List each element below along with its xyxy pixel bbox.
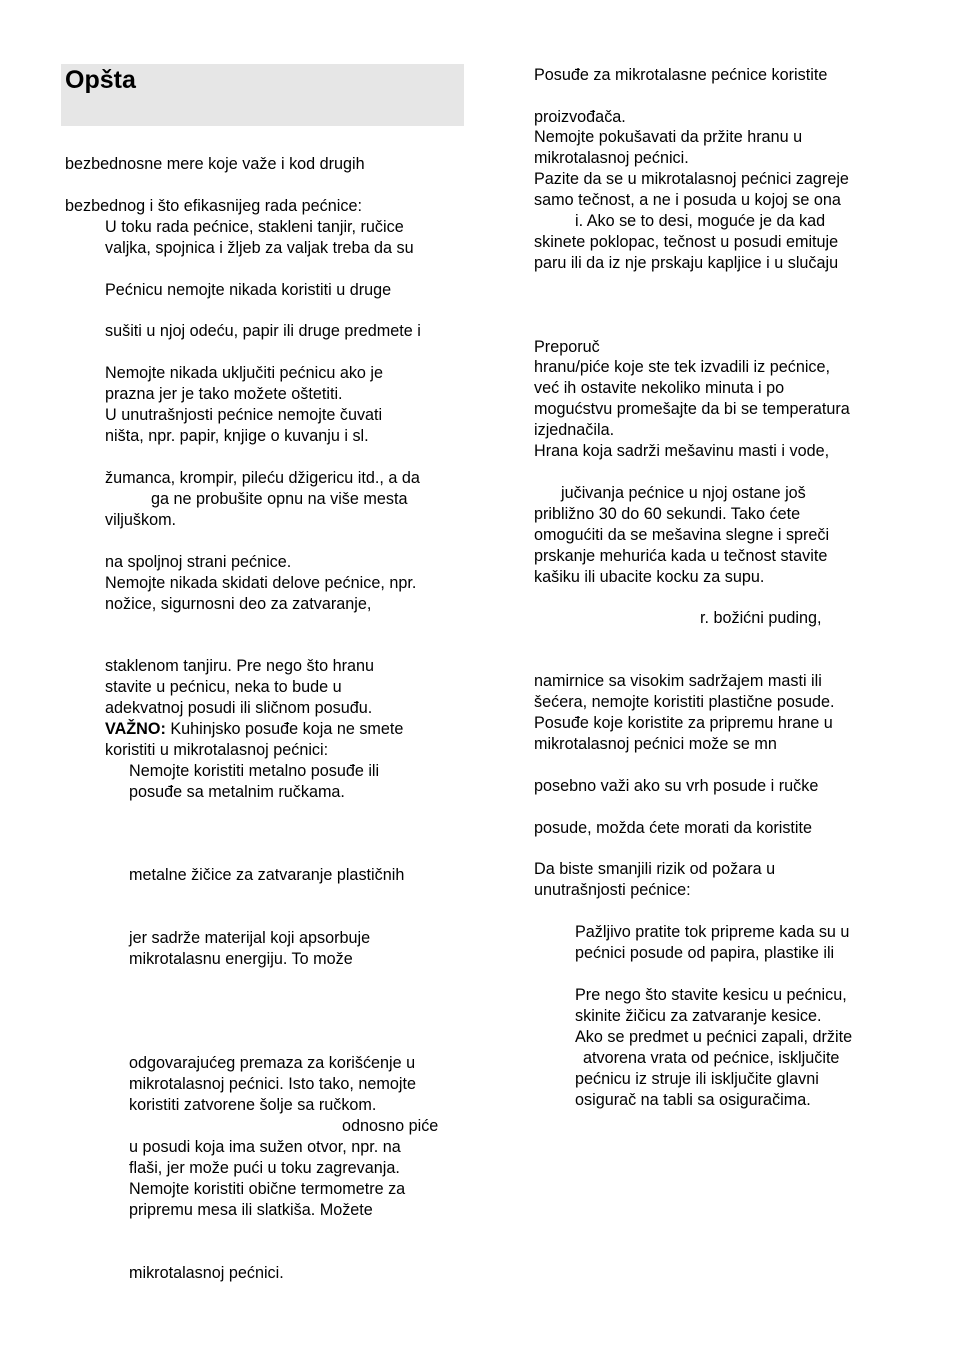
text-line: flaši, jer može pući u toku zagrevanja. bbox=[129, 1159, 400, 1177]
text-line: samo tečnost, a ne i posuda u kojoj se ona bbox=[534, 191, 841, 209]
text-line: pripremu mesa ili slatkiša. Možete bbox=[129, 1201, 373, 1219]
text-line: na spoljnoj strani pećnice. bbox=[105, 553, 292, 571]
text-line: paru ili da iz nje prskaju kapljice i u slučaju bbox=[534, 254, 839, 272]
text-line: već ih ostavite nekoliko minuta i po bbox=[534, 379, 785, 397]
text-line: stavite u pećnicu, neka to bude u bbox=[105, 678, 342, 696]
text-line: Posuđe koje koristite za pripremu hrane u bbox=[534, 714, 833, 732]
text-line: staklenom tanjiru. Pre nego što hranu bbox=[105, 657, 375, 675]
important-note-line bbox=[105, 719, 403, 740]
text-line: hranu/piće koje ste tek izvadili iz pećnice, bbox=[534, 358, 831, 376]
text-line: Pećnicu nemojte nikada koristiti u druge bbox=[105, 281, 392, 299]
text-line: Pre nego što stavite kesicu u pećnicu, bbox=[575, 986, 847, 1004]
text-line: adekvatnoj posudi ili sličnom posuđu. bbox=[105, 699, 373, 717]
text-line: Nemojte koristiti obične termometre za bbox=[129, 1180, 406, 1198]
text-line: nožice, sigurnosni deo za zatvaranje, bbox=[105, 595, 372, 613]
text-line: mogućstvu promešajte da bi se temperatura bbox=[534, 400, 850, 418]
text-line: posuđe sa metalnim ručkama. bbox=[129, 783, 345, 801]
text-line: ništa, npr. papir, knjige o kuvanju i sl. bbox=[105, 427, 369, 445]
text-line: U unutrašnjosti pećnice nemojte čuvati bbox=[105, 406, 383, 424]
text-line: valjka, spojnica i žljeb za valjak treba da su bbox=[105, 239, 414, 257]
text-line: Da biste smanjili rizik od požara u bbox=[534, 860, 776, 878]
text-line: Ako se predmet u pećnici zapali, držite bbox=[575, 1028, 853, 1046]
text-line: Nemojte koristiti metalno posuđe ili bbox=[129, 762, 380, 780]
text-line: odgovarajućeg premaza za korišćenje u bbox=[129, 1054, 416, 1072]
text-line: prskanje mehurića kada u tečnost stavite bbox=[534, 547, 828, 565]
text-line: skinete poklopac, tečnost u posudi emituje bbox=[534, 233, 839, 251]
text-line: Preporuč bbox=[534, 338, 600, 356]
text-line: skinite žičicu za zatvaranje kesice. bbox=[575, 1007, 822, 1025]
text-line: kašiku ili ubacite kocku za supu. bbox=[534, 568, 765, 586]
text-line: mikrotalasnu energiju. To može bbox=[129, 950, 353, 968]
text-line: Nemojte nikada uključiti pećnicu ako je bbox=[105, 364, 384, 382]
text-line: Nemojte pokušavati da pržite hranu u bbox=[534, 128, 803, 146]
text-line: Hrana koja sadrži mešavinu masti i vode, bbox=[534, 442, 830, 460]
text-line: prazna jer je tako možete oštetiti. bbox=[105, 385, 343, 403]
text-line: omogućiti da se mešavina slegne i spreči bbox=[534, 526, 830, 544]
text-line: pećnicu iz struje ili isključite glavni bbox=[575, 1070, 819, 1088]
text-line: proizvođača. bbox=[534, 108, 626, 126]
text-line: Nemojte nikada skidati delove pećnice, npr. bbox=[105, 574, 417, 592]
text-line: bezbednosne mere koje važe i kod drugih bbox=[65, 155, 365, 173]
text-line: osigurač na tabli sa osiguračima. bbox=[575, 1091, 811, 1109]
section-title: Opšta bbox=[65, 66, 136, 94]
text-line: posude, možda ćete morati da koristite bbox=[534, 819, 813, 837]
section-title-box bbox=[61, 64, 464, 126]
text-line: mikrotalasnoj pećnici. bbox=[129, 1264, 284, 1282]
text-line: sušiti u njoj odeću, papir ili druge predmete i bbox=[105, 322, 421, 340]
text-line: metalne žičice za zatvaranje plastičnih bbox=[129, 866, 405, 884]
text-line: ga ne probušite opnu na više mesta bbox=[151, 490, 408, 508]
text-line: mikrotalasnoj pećnici. Isto tako, nemojte bbox=[129, 1075, 417, 1093]
text-line: pećnici posude od papira, plastike ili bbox=[575, 944, 835, 962]
text-line: Posuđe za mikrotalasne pećnice koristite bbox=[534, 66, 828, 84]
important-text: Kuhinjsko posuđe koja ne smete bbox=[165, 720, 404, 738]
text-line: Pazite da se u mikrotalasnoj pećnici zagreje bbox=[534, 170, 849, 188]
text-line: u posudi koja ima sužen otvor, npr. na bbox=[129, 1138, 401, 1156]
text-line: Pažljivo pratite tok pripreme kada su u bbox=[575, 923, 850, 941]
text-line: namirnice sa visokim sadržajem masti ili bbox=[534, 672, 822, 690]
text-line: koristiti zatvorene šolje sa ručkom. bbox=[129, 1096, 377, 1114]
text-line: i. Ako se to desi, moguće je da kad bbox=[575, 212, 826, 230]
text-line: unutrašnjosti pećnice: bbox=[534, 881, 691, 899]
text-line: r. božićni puding, bbox=[700, 609, 822, 627]
text-line: jučivanja pećnice u njoj ostane još bbox=[561, 484, 806, 502]
text-line: jer sadrže materijal koji apsorbuje bbox=[129, 929, 371, 947]
text-line: šećera, nemojte koristiti plastične posude. bbox=[534, 693, 835, 711]
text-line: mikrotalasnoj pećnici može se mn bbox=[534, 735, 777, 753]
text-line: viljuškom. bbox=[105, 511, 177, 529]
text-line: približno 30 do 60 sekundi. Tako ćete bbox=[534, 505, 801, 523]
text-line: izjednačila. bbox=[534, 421, 615, 439]
text-line: atvorena vrata od pećnice, isključite bbox=[583, 1049, 840, 1067]
text-line: posebno važi ako su vrh posude i ručke bbox=[534, 777, 819, 795]
text-line: U toku rada pećnice, stakleni tanjir, ručice bbox=[105, 218, 404, 236]
text-line: odnosno piće bbox=[342, 1117, 439, 1135]
text-line: mikrotalasnoj pećnici. bbox=[534, 149, 689, 167]
text-line: bezbednog i što efikasnijeg rada pećnice: bbox=[65, 197, 362, 215]
text-line: žumanca, krompir, pileću džigericu itd., a da bbox=[105, 469, 420, 487]
text-line: koristiti u mikrotalasnoj pećnici: bbox=[105, 741, 329, 759]
important-label: VAŽNO: bbox=[105, 720, 166, 738]
